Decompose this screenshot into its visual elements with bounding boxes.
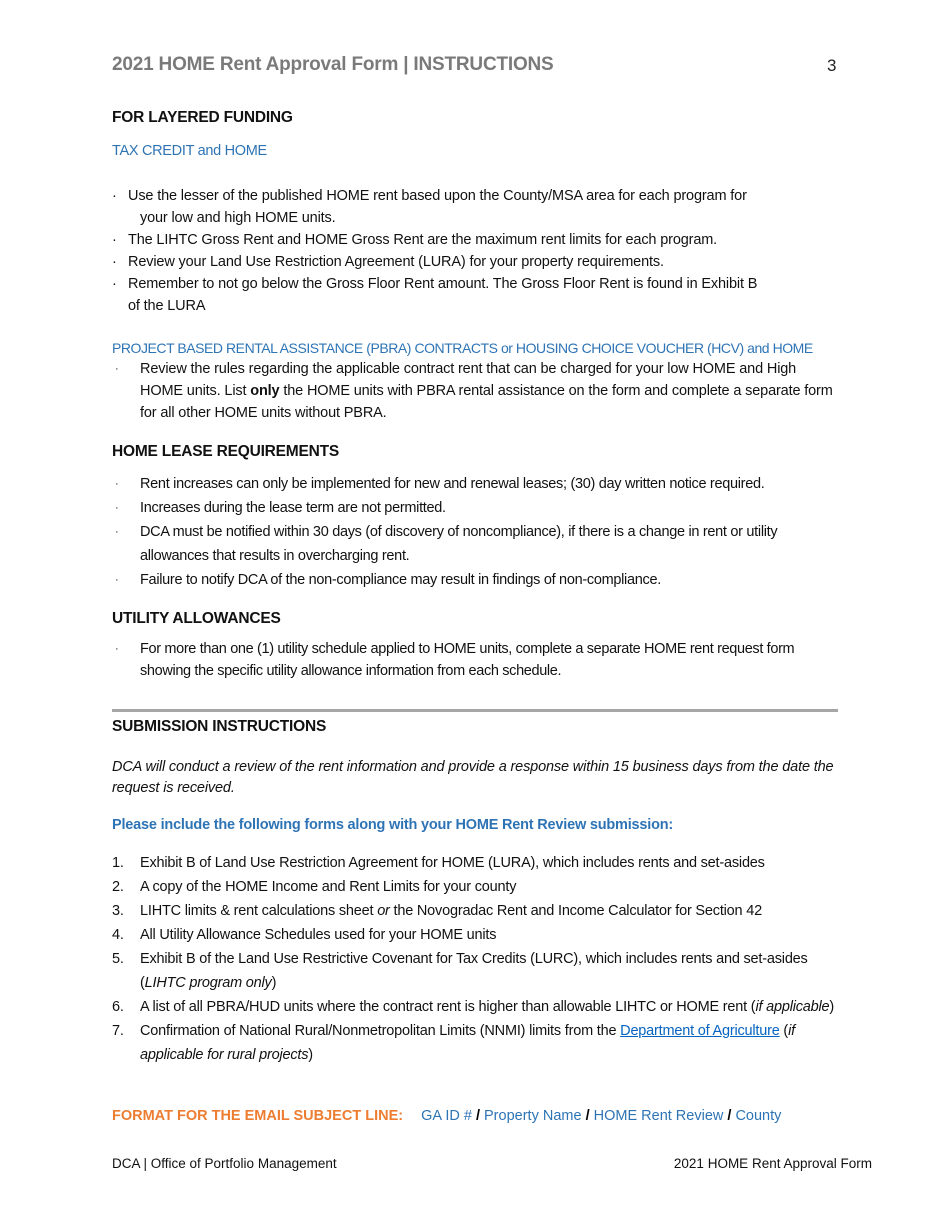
bullet-item: · Review the rules regarding the applicable contract rent that can be charged for your low HOME and High HOME units. List only the HOME units with PBRA rental assistance on the form and complete a separate form for all other HOME units without PBRA. bbox=[112, 358, 838, 424]
list-item: 6. A list of all PBRA/HUD units where the contract rent is higher than allowable LIHTC or HOME rent (if applicable) bbox=[112, 999, 835, 1015]
footer-right: 2021 HOME Rent Approval Form bbox=[673, 1156, 872, 1171]
pbra-bullets bbox=[112, 358, 838, 424]
email-field-property-name: Property Name bbox=[484, 1108, 582, 1124]
submission-intro: DCA will conduct a review of the rent information and provide a response within 15 business days from the date the request is received. bbox=[112, 759, 834, 796]
forms-heading: Please include the following forms along with your HOME Rent Review submission: bbox=[112, 817, 674, 833]
email-field-ga-id: GA ID # bbox=[421, 1108, 472, 1124]
bullet-item: · Increases during the lease term are not permitted. bbox=[112, 496, 838, 520]
bullet-item: · Failure to notify DCA of the non-compliance may result in findings of non-compliance. bbox=[112, 568, 838, 592]
list-item: 4. All Utility Allowance Schedules used for your HOME units bbox=[112, 927, 497, 943]
lease-requirements-heading: HOME LEASE REQUIREMENTS bbox=[112, 443, 340, 460]
email-subject-format bbox=[112, 1108, 781, 1124]
list-item: 7. Confirmation of National Rural/Nonmetropolitan Limits (NNMI) limits from the Department of Agriculture (if applicable for rural projects) bbox=[112, 1023, 795, 1063]
layered-funding-heading: FOR LAYERED FUNDING bbox=[112, 109, 293, 126]
footer-left: DCA | Office of Portfolio Management bbox=[112, 1156, 337, 1171]
bullet-item: · The LIHTC Gross Rent and HOME Gross Rent are the maximum rent limits for each program. bbox=[112, 232, 718, 248]
email-field-home-rent-review: HOME Rent Review bbox=[593, 1108, 724, 1124]
tax-credit-subheading: TAX CREDIT and HOME bbox=[112, 143, 267, 159]
required-forms-list bbox=[112, 851, 838, 1067]
tax-credit-bullets bbox=[112, 185, 838, 317]
utility-allowances-heading: UTILITY ALLOWANCES bbox=[112, 610, 281, 627]
bullet-item: · Use the lesser of the published HOME rent based upon the County/MSA area for each program for your low and high HOME units. bbox=[112, 188, 747, 226]
page-number: 3 bbox=[827, 56, 837, 75]
list-item: 1. Exhibit B of Land Use Restriction Agreement for HOME (LURA), which includes rents and set-asides bbox=[112, 855, 765, 871]
utility-bullets bbox=[112, 638, 838, 682]
department-of-agriculture-link[interactable]: Department of Agriculture bbox=[620, 1023, 780, 1039]
email-separator: / bbox=[727, 1108, 732, 1124]
list-item: 3. LIHTC limits & rent calculations sheet or the Novogradac Rent and Income Calculator for Section 42 bbox=[112, 903, 762, 919]
lease-bullets bbox=[112, 472, 838, 592]
bullet-item: · Remember to not go below the Gross Floor Rent amount. The Gross Floor Rent is found in Exhibit B of the LURA bbox=[112, 276, 758, 314]
pbra-subheading: PROJECT BASED RENTAL ASSISTANCE (PBRA) CONTRACTS or HOUSING CHOICE VOUCHER (HCV) and HOME bbox=[112, 340, 813, 356]
email-separator: / bbox=[585, 1108, 590, 1124]
list-item: 2. A copy of the HOME Income and Rent Limits for your county bbox=[112, 879, 517, 895]
email-field-county: County bbox=[735, 1108, 782, 1124]
bullet-item: · For more than one (1) utility schedule applied to HOME units, complete a separate HOME rent request form showing the specific utility allowance information from each schedule. bbox=[112, 638, 838, 682]
list-item: 5. Exhibit B of the Land Use Restrictive Covenant for Tax Credits (LURC), which includes rents and set-asides (LIHTC program only) bbox=[112, 951, 808, 991]
section-divider bbox=[112, 709, 838, 712]
bullet-item: · DCA must be notified within 30 days (of discovery of noncompliance), if there is a change in rent or utility allowances that results in overcharging rent. bbox=[112, 520, 838, 568]
bullet-item: · Review your Land Use Restriction Agreement (LURA) for your property requirements. bbox=[112, 254, 664, 270]
email-separator: / bbox=[475, 1108, 480, 1124]
submission-instructions-heading: SUBMISSION INSTRUCTIONS bbox=[112, 718, 327, 735]
bullet-item: · Rent increases can only be implemented for new and renewal leases; (30) day written notice required. bbox=[112, 472, 838, 496]
email-subject-label: FORMAT FOR THE EMAIL SUBJECT LINE: bbox=[112, 1108, 404, 1124]
page-header-title: 2021 HOME Rent Approval Form | INSTRUCTIONS bbox=[112, 54, 554, 75]
